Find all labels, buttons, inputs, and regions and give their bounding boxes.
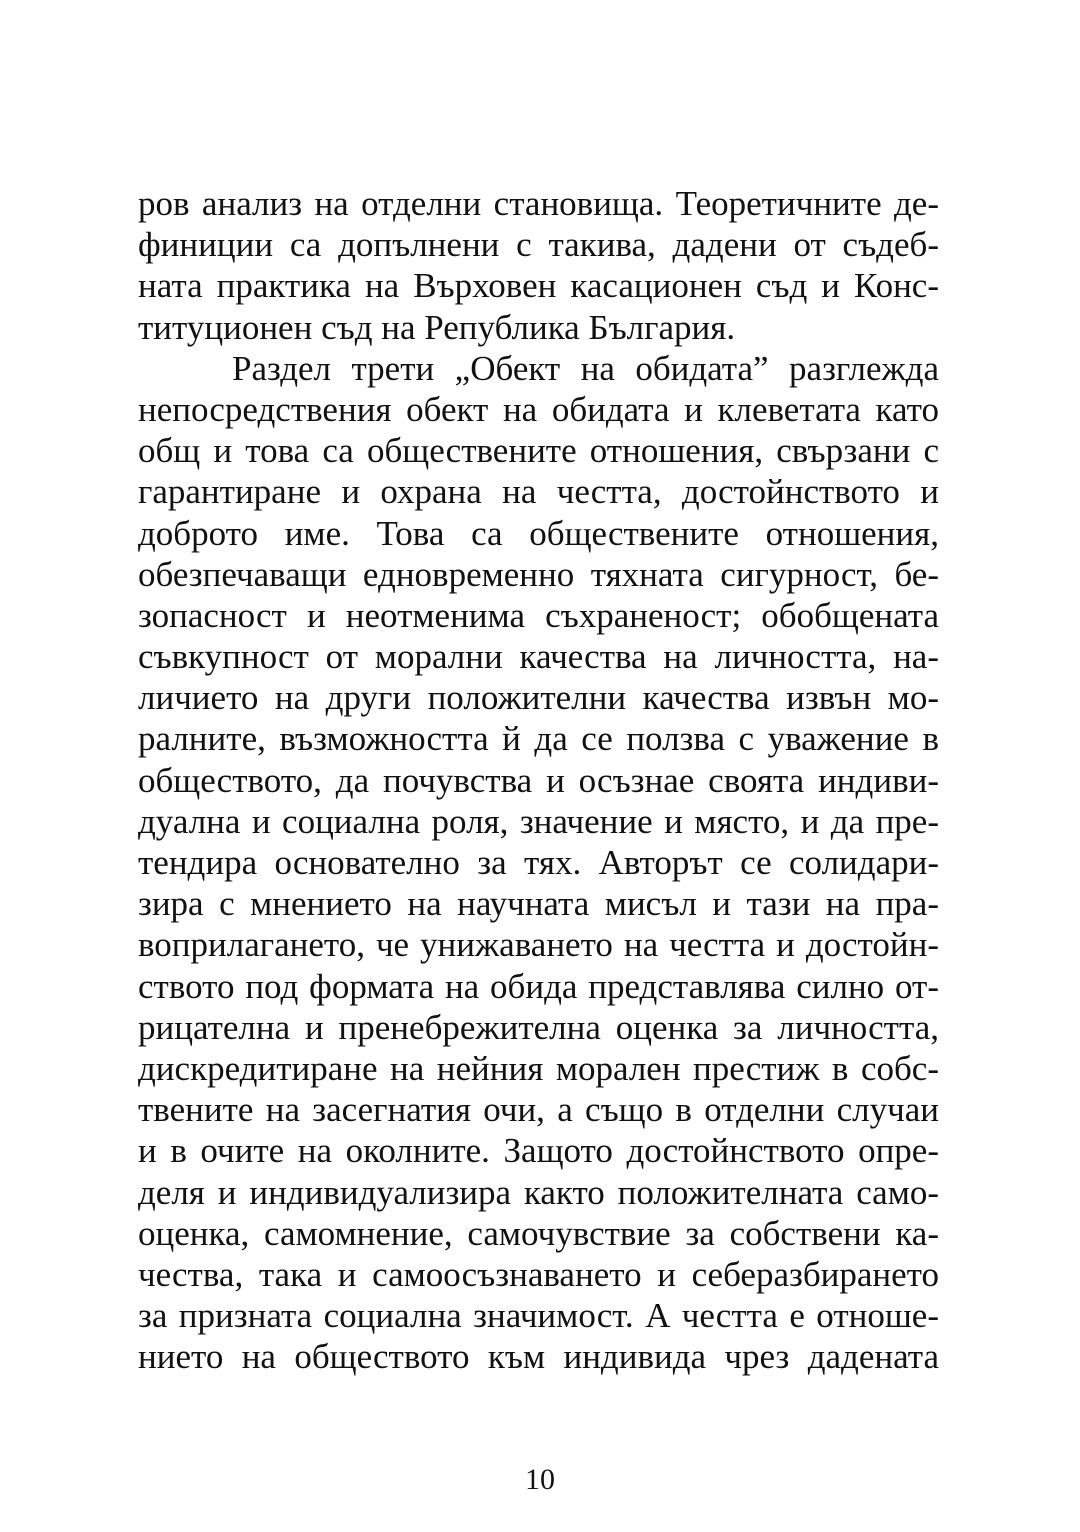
text-line: чества, така и самоосъзнаването и себеразбирането [138,1254,939,1294]
text-line: твените на засегнатия очи, а също в отделни случаи [138,1090,939,1130]
text-line: титуционен съд на Република България. [138,307,736,347]
text-line: оценка, самомнение, самочувствие за собствени ка- [138,1213,939,1253]
text-line: ството под формата на обида представлява силно от- [138,966,939,1006]
text-line: зопасност и неотменима съхраненост; обобщената [138,595,939,635]
text-line: непосредствения обект на обидата и клеветата като [138,389,939,429]
text-line: рицателна и пренебрежителна оценка за личността, [138,1007,939,1047]
text-line: ралните, възможността й да се ползва с уважение в [138,719,939,759]
text-line: тендира основателно за тях. Авторът се солидари- [138,843,939,882]
text-line: обществото, да почувства и осъзнае своята индиви- [138,760,939,800]
text-line: и в очите на околните. Защото достойнството опре- [138,1131,939,1171]
text-line: съвкупност от морални качества на личността, на- [138,637,939,677]
text-line: за призната социална значимост. А честта е отноше- [138,1296,939,1336]
text-line: дуална и социална роля, значение и място, и да пре- [138,801,939,841]
text-line: нието на обществото към индивида чрез дадената [138,1337,939,1377]
text-line: обезпечаващи едновременно тяхната сигурност, бе- [138,554,939,594]
text-line: ров анализ на отделни становища. Теоретичните де- [138,184,939,223]
paragraph [138,348,939,1378]
page-number: 10 [525,1463,555,1496]
text-line: дискредитиране на нейния морален престиж в собс- [138,1048,939,1088]
text-line: личието на други положителни качества извън мо- [138,678,939,718]
text-line: деля и индивидуализира както положителната само- [138,1172,939,1212]
body-text [138,183,939,1377]
text-line: Раздел трети „Обект на обидата” разглежда [232,348,939,388]
text-line: доброто име. Това са обществените отношения, [138,513,939,553]
text-line: финиции са допълнени с такива, дадени от съдеб- [138,225,939,265]
text-line: гарантиране и охрана на честта, достойнството и [138,472,939,512]
text-line: ната практика на Върховен касационен съд и Конс- [138,266,939,306]
paragraph [138,183,939,348]
text-line: воприлагането, че унижаването на честта и достойн- [138,925,939,965]
text-line: зира с мнението на научната мисъл и тази на пра- [138,884,939,924]
text-line: общ и това са обществените отношения, свързани с [138,431,939,471]
